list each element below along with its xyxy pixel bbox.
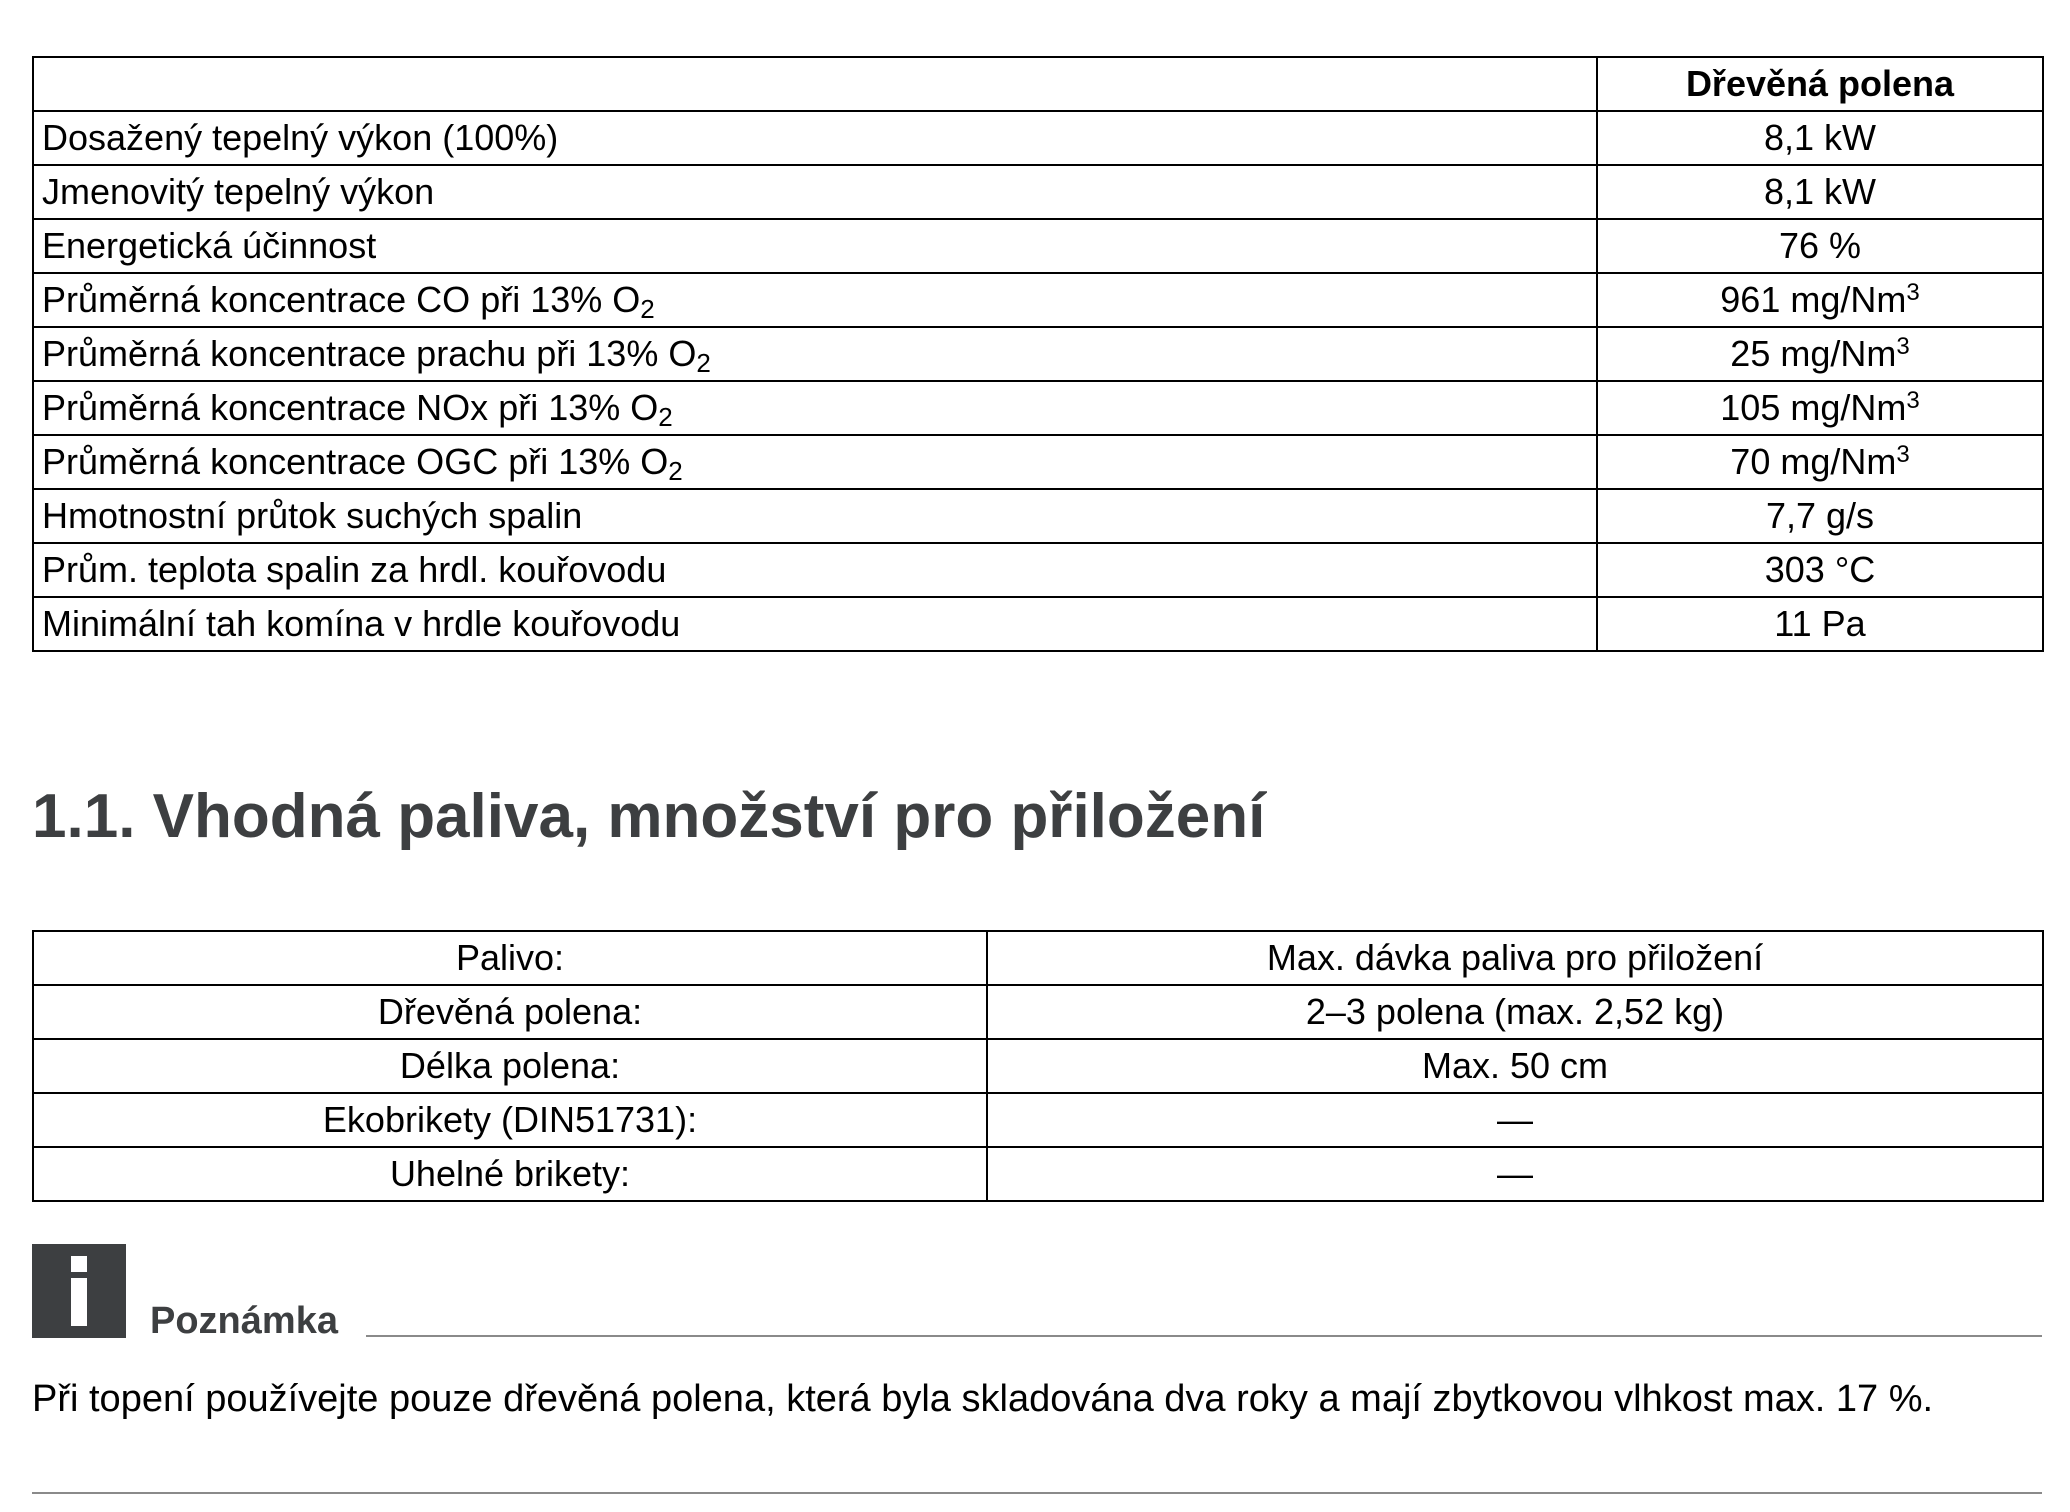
table-row [33, 985, 2043, 1039]
table-header-row [33, 57, 2043, 111]
parameter-label-text: Energetická účinnost [42, 225, 377, 266]
parameter-value-superscript: 3 [1896, 333, 1910, 360]
info-icon [32, 1244, 126, 1338]
table-row [33, 327, 2043, 381]
parameter-label [33, 111, 1597, 165]
parameter-value-text: 70 mg/Nm [1730, 441, 1897, 482]
parameter-value [1597, 327, 2043, 381]
parameter-label [33, 597, 1597, 651]
parameter-label-subscript: 2 [658, 402, 673, 432]
fuel-cell: Ekobrikety (DIN51731): [33, 1093, 987, 1147]
parameter-value-text: 8,1 kW [1763, 117, 1877, 158]
max-dose-cell: — [987, 1093, 2043, 1147]
table-row [33, 1039, 2043, 1093]
parameter-label [33, 435, 1597, 489]
parameter-label-subscript: 2 [696, 348, 711, 378]
parameter-value [1597, 165, 2043, 219]
info-icon-dot [71, 1256, 87, 1272]
parameter-value-superscript: 3 [1906, 279, 1920, 306]
table-row [33, 1093, 2043, 1147]
parameter-label-text: Průměrná koncentrace CO při 13% O [42, 279, 641, 320]
parameter-value [1597, 597, 2043, 651]
parameter-label-text: Průměrná koncentrace OGC při 13% O [42, 441, 669, 482]
technical-parameters-table [32, 56, 2044, 652]
parameter-label-text: Jmenovitý tepelný výkon [42, 171, 435, 212]
parameter-value-text: 105 mg/Nm [1720, 387, 1907, 428]
parameter-label [33, 219, 1597, 273]
parameter-label-text: Hmotnostní průtok suchých spalin [42, 495, 583, 536]
parameter-label-text: Průměrná koncentrace prachu při 13% O [42, 333, 697, 374]
table-row [33, 381, 2043, 435]
table-row [33, 1147, 2043, 1201]
fuel-body [33, 985, 2043, 1201]
parameter-label-subscript: 2 [668, 456, 683, 486]
parameter-label-text: Minimální tah komína v hrdle kouřovodu [42, 603, 681, 644]
bottom-divider [32, 1492, 2042, 1494]
parameter-value-text: 8,1 kW [1763, 171, 1877, 212]
parameter-label [33, 273, 1597, 327]
parameter-label [33, 381, 1597, 435]
table-row [33, 489, 2043, 543]
parameter-value-superscript: 3 [1896, 441, 1910, 468]
fuel-header-cell: Palivo: [33, 931, 987, 985]
info-icon-stem [71, 1278, 87, 1326]
parameter-value [1597, 381, 2043, 435]
note-text: Při topení používejte pouze dřevěná polena, která byla skladována dva roky a mají zbytkovou vlhkost max. 17 %. [32, 1378, 1934, 1420]
parameter-value [1597, 543, 2043, 597]
fuel-cell: Délka polena: [33, 1039, 987, 1093]
document-page [32, 0, 2042, 1512]
parameter-value-text: 11 Pa [1774, 603, 1866, 644]
table-row [33, 543, 2043, 597]
parameter-label-text: Prům. teplota spalin za hrdl. kouřovodu [42, 549, 667, 590]
parameter-value [1597, 111, 2043, 165]
max-dose-cell: — [987, 1147, 2043, 1201]
table-row [33, 111, 2043, 165]
header-label-cell [33, 57, 1597, 111]
table-row [33, 219, 2043, 273]
parameter-value-text: 25 mg/Nm [1730, 333, 1897, 374]
parameter-label [33, 489, 1597, 543]
parameter-value-text: 303 °C [1764, 549, 1876, 590]
note-block [32, 1244, 2042, 1344]
table-row [33, 435, 2043, 489]
note-title: Poznámka [150, 1300, 338, 1342]
table-row [33, 597, 2043, 651]
parameter-label-text: Průměrná koncentrace NOx při 13% O [42, 387, 659, 428]
fuel-cell: Dřevěná polena: [33, 985, 987, 1039]
parameters-body [33, 111, 2043, 651]
parameter-value [1597, 435, 2043, 489]
parameter-value-text: 76 % [1778, 225, 1862, 266]
note-divider [366, 1335, 2042, 1337]
parameter-label [33, 327, 1597, 381]
parameter-label [33, 165, 1597, 219]
fuel-quantity-table [32, 930, 2044, 1202]
table-row [33, 165, 2043, 219]
parameter-value [1597, 219, 2043, 273]
parameter-label-text: Dosažený tepelný výkon (100%) [42, 117, 559, 158]
table-row [33, 273, 2043, 327]
section-heading: 1.1. Vhodná paliva, množství pro přiložení [32, 782, 1266, 851]
header-value-cell: Dřevěná polena [1597, 57, 2043, 111]
table-header-row [33, 931, 2043, 985]
max-dose-cell: Max. 50 cm [987, 1039, 2043, 1093]
parameter-value [1597, 489, 2043, 543]
max-dose-cell: 2–3 polena (max. 2,52 kg) [987, 985, 2043, 1039]
max-dose-header-cell: Max. dávka paliva pro přiložení [987, 931, 2043, 985]
parameter-value-superscript: 3 [1906, 387, 1920, 414]
parameter-label-subscript: 2 [640, 294, 655, 324]
parameter-value [1597, 273, 2043, 327]
parameter-value-text: 7,7 g/s [1765, 495, 1875, 536]
parameter-value-text: 961 mg/Nm [1720, 279, 1907, 320]
parameter-label [33, 543, 1597, 597]
fuel-cell: Uhelné brikety: [33, 1147, 987, 1201]
